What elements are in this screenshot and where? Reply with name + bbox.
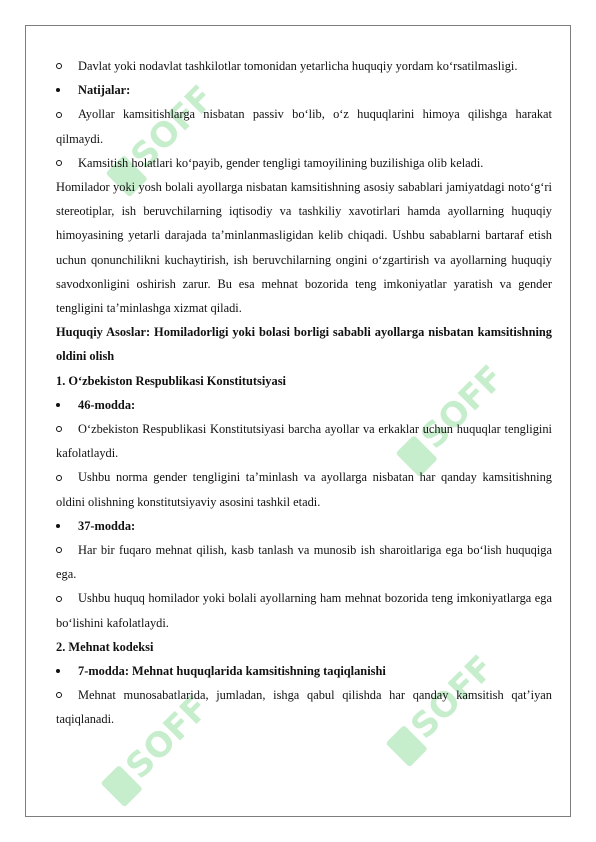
bullet-icon — [56, 393, 78, 417]
list-item: Ushbu norma gender tengligini ta’minlash va ayollarga nisbatan har qanday kamsitishning oldini olishning konstitutsiyaviy asosini tashkil etadi. — [56, 465, 552, 513]
list-item: Har bir fuqaro mehnat qilish, kasb tanlash va munosib ish sharoitlariga ega bo‘lish huquqiga ega. — [56, 538, 552, 586]
circle-bullet-icon — [56, 102, 78, 126]
document-body — [56, 54, 552, 732]
bullet-icon — [56, 78, 78, 102]
list-item: O‘zbekiston Respublikasi Konstitutsiyasi barcha ayollar va erkaklar uchun huquqlar tengligini kafolatlaydi. — [56, 417, 552, 465]
svg-text:SOFF: SOFF — [123, 77, 223, 177]
circle-bullet-icon — [56, 417, 78, 441]
bullet-icon — [56, 514, 78, 538]
circle-bullet-icon — [56, 151, 78, 175]
svg-text:SOFF: SOFF — [403, 647, 503, 747]
section-heading: Huquqiy Asoslar: Homiladorligi yoki bolasi borligi sababli ayollarga nisbatan kamsitishning oldini olish — [56, 325, 552, 364]
list-item: Kamsitish holatlari ko‘payib, gender tengligi tamoyilining buzilishiga olib keladi. — [56, 151, 552, 175]
bullet-icon — [56, 659, 78, 683]
svg-text:SOFF: SOFF — [118, 687, 218, 787]
list-item: Ayollar kamsitishlarga nisbatan passiv bo‘lib, o‘z huquqlarini himoya qilishga harakat qilmaydi. — [56, 102, 552, 150]
svg-text:SOFF: SOFF — [413, 357, 513, 457]
list-item: Ushbu huquq homilador yoki bolali ayollarning ham mehnat bozorida teng imkoniyatlarga ega bo‘lishini kafolatlaydi. — [56, 586, 552, 634]
list-item: Mehnat munosabatlarida, jumladan, ishga qabul qilishda har qanday kamsitish qat’iyan taqiqlanadi. — [56, 683, 552, 731]
subsection-heading: 1. O‘zbekiston Respublikasi Konstitutsiyasi — [56, 373, 286, 388]
list-item: Davlat yoki nodavlat tashkilotlar tomonidan yetarlicha huquqiy yordam ko‘rsatilmasligi. — [56, 54, 552, 78]
circle-bullet-icon — [56, 683, 78, 707]
circle-bullet-icon — [56, 465, 78, 489]
list-heading: Natijalar: — [56, 78, 552, 102]
body-paragraph: Homilador yoki yosh bolali ayollarga nisbatan kamsitishning asosiy sabablari jamiyatdagi noto‘g‘ri stereotiplar, ish beruvchilarning iqtisodiy va tashkiliy xavotirlari hamda ayollarning huquqiy himoyasining yetarli darajada ta’minlanmasligidan kelib chiqadi. Ushbu sabablarni bartaraf etish uchun qonunchilikni kuchaytirish, ish beruvchilarning ongini o‘zgartirish va ayollarning huquqiy savodxonligini oshirish zarur. Bu esa mehnat bozorida teng imkoniyatlar yaratish va gender tengligini ta’minlashga xizmat qiladi. — [56, 180, 552, 316]
subsection-heading: 2. Mehnat kodeksi — [56, 639, 154, 654]
list-heading: 7-modda: Mehnat huquqlarida kamsitishning taqiqlanishi — [56, 659, 552, 683]
circle-bullet-icon — [56, 538, 78, 562]
list-heading: 37-modda: — [56, 514, 552, 538]
circle-bullet-icon — [56, 586, 78, 610]
list-heading: 46-modda: — [56, 393, 552, 417]
circle-bullet-icon — [56, 54, 78, 78]
